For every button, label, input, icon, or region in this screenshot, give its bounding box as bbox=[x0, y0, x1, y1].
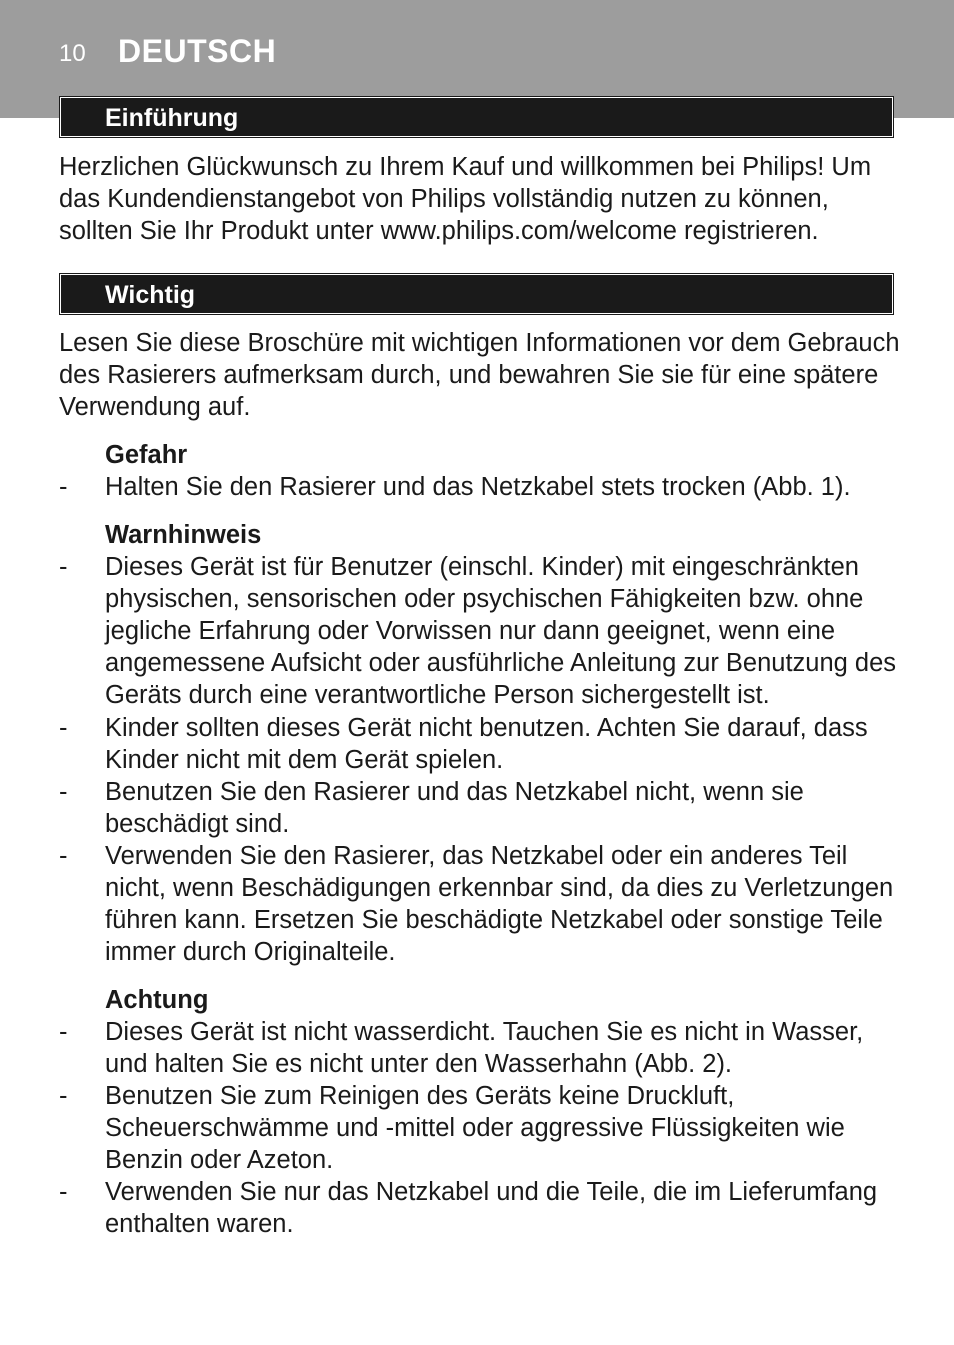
section-title-important: Wichtig bbox=[105, 281, 196, 309]
bullet-dash: - bbox=[59, 1082, 68, 1110]
list-item-text: Verwenden Sie den Rasierer, das Netzkabel oder ein anderes Teil nicht, wenn Beschädigungen erkennbar sind, da dies zu Verletzungen führen kann. Ersetzen Sie beschädigte Netzkabel oder sonstige Teile immer durch Originalteile. bbox=[105, 842, 894, 966]
list-item bbox=[59, 840, 909, 968]
subheading-warning: Warnhinweis bbox=[105, 521, 262, 549]
section-title-intro: Einführung bbox=[105, 104, 239, 132]
page-number: 10 bbox=[59, 40, 86, 67]
list-item-text: Dieses Gerät ist nicht wasserdicht. Tauchen Sie es nicht in Wasser, und halten Sie es nicht unter den Wasserhahn (Abb. 2). bbox=[105, 1018, 864, 1078]
bullet-dash: - bbox=[59, 1178, 68, 1206]
list-item bbox=[59, 776, 909, 840]
subheading-caution: Achtung bbox=[105, 986, 209, 1014]
list-item-text: Dieses Gerät ist für Benutzer (einschl. Kinder) mit eingeschränkten physischen, sensorischen oder psychischen Fähigkeiten bzw. ohne jegliche Erfahrung oder Vorwissen nur dann geeignet, wenn eine angemessene Aufsicht oder ausführliche Anleitung zur Benutzung des Geräts durch eine verantwortliche Person sichergestellt ist. bbox=[105, 553, 897, 709]
section-bar-intro bbox=[60, 97, 893, 137]
list-item bbox=[59, 1176, 909, 1240]
intro-paragraph: Herzlichen Glückwunsch zu Ihrem Kauf und willkommen bei Philips! Um das Kundendienstangebot von Philips vollständig nutzen zu können, sollten Sie Ihr Produkt unter www.philips.com/welcome registrieren. bbox=[59, 153, 872, 245]
bullet-dash: - bbox=[59, 1018, 68, 1046]
bullet-dash: - bbox=[59, 778, 68, 806]
list-item bbox=[59, 471, 909, 503]
bullet-dash: - bbox=[59, 473, 68, 501]
bullet-dash: - bbox=[59, 842, 68, 870]
list-item-text: Benutzen Sie zum Reinigen des Geräts keine Druckluft, Scheuerschwämme und -mittel oder aggressive Flüssigkeiten wie Benzin oder Azeton. bbox=[105, 1082, 845, 1174]
language-heading: DEUTSCH bbox=[118, 33, 277, 69]
list-item-text: Verwenden Sie nur das Netzkabel und die Teile, die im Lieferumfang enthalten waren. bbox=[105, 1178, 878, 1238]
list-item-text: Benutzen Sie den Rasierer und das Netzkabel nicht, wenn sie beschädigt sind. bbox=[105, 778, 804, 838]
list-item bbox=[59, 551, 909, 711]
list-item-text: Halten Sie den Rasierer und das Netzkabel stets trocken (Abb. 1). bbox=[105, 473, 851, 501]
subheading-danger: Gefahr bbox=[105, 441, 188, 469]
list-item-text: Kinder sollten dieses Gerät nicht benutzen. Achten Sie darauf, dass Kinder nicht mit dem Gerät spielen. bbox=[105, 714, 868, 774]
list-item bbox=[59, 712, 909, 776]
section-bar-important bbox=[60, 274, 893, 314]
list-item bbox=[59, 1080, 909, 1176]
list-item bbox=[59, 1016, 909, 1080]
important-paragraph: Lesen Sie diese Broschüre mit wichtigen Informationen vor dem Gebrauch des Rasierers aufmerksam durch, und bewahren Sie sie für eine spätere Verwendung auf. bbox=[59, 329, 900, 421]
bullet-dash: - bbox=[59, 553, 68, 581]
bullet-dash: - bbox=[59, 714, 68, 742]
